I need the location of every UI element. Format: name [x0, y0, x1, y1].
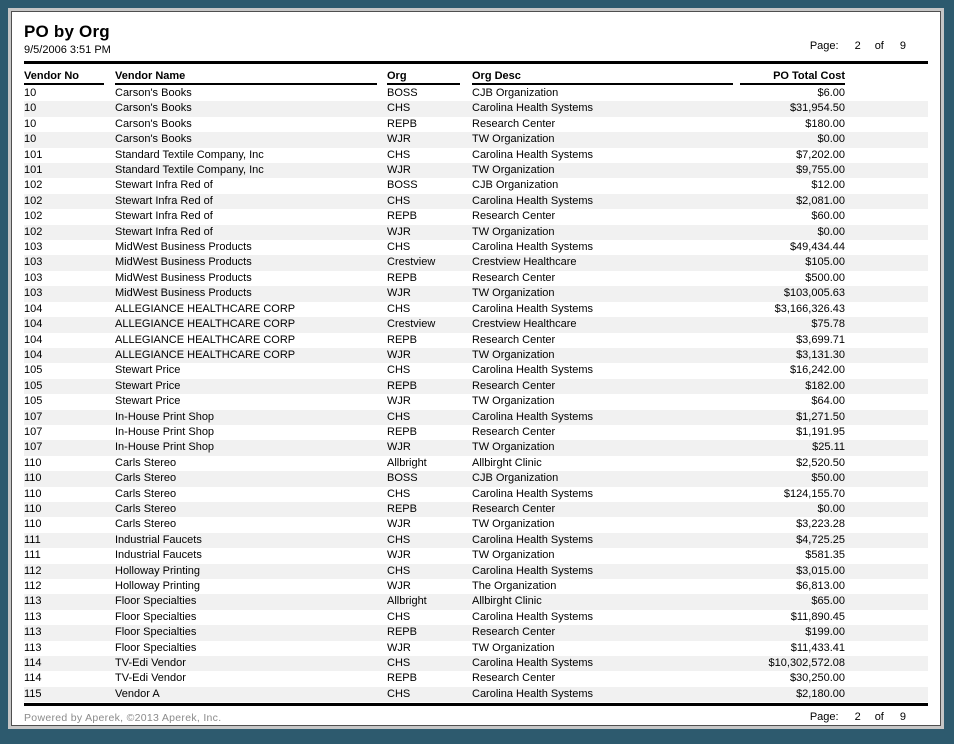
table-row	[24, 209, 928, 224]
cell-vendor-name: MidWest Business Products	[115, 256, 252, 269]
cell-vendor-no: 103	[24, 287, 43, 300]
cell-org: REPB	[387, 333, 417, 346]
cell-vendor-name: Carls Stereo	[115, 502, 177, 515]
page-indicator-top	[810, 40, 906, 52]
cell-po-total-cost: $30,250.00	[789, 672, 845, 685]
table-row	[24, 363, 928, 378]
cell-vendor-no: 113	[24, 626, 42, 639]
cell-vendor-name: Stewart Infra Red of	[115, 210, 213, 223]
table-row	[24, 671, 928, 686]
cell-vendor-no: 113	[24, 641, 42, 654]
cell-vendor-no: 101	[24, 148, 43, 161]
cell-vendor-name: Carson's Books	[115, 133, 192, 146]
table-row	[24, 487, 928, 502]
cell-vendor-no: 107	[24, 410, 43, 423]
cell-org: REPB	[387, 626, 417, 639]
cell-org-desc: Carolina Health Systems	[472, 302, 594, 315]
cell-org: WJR	[387, 164, 411, 177]
cell-vendor-no: 102	[24, 179, 43, 192]
cell-vendor-no: 105	[24, 364, 43, 377]
cell-org: CHS	[387, 657, 411, 670]
cell-po-total-cost: $0.00	[817, 502, 845, 515]
cell-org-desc: Research Center	[472, 210, 556, 223]
cell-org: CHS	[387, 410, 411, 423]
table-row	[24, 425, 928, 440]
cell-po-total-cost: $180.00	[805, 117, 845, 130]
cell-vendor-name: MidWest Business Products	[115, 287, 252, 300]
cell-po-total-cost: $0.00	[817, 225, 845, 238]
table-row	[24, 317, 928, 332]
cell-org: REPB	[387, 271, 417, 284]
cell-vendor-name: TV-Edi Vendor	[115, 672, 186, 685]
cell-vendor-name: Stewart Infra Red of	[115, 179, 213, 192]
cell-vendor-name: MidWest Business Products	[115, 271, 252, 284]
cell-po-total-cost: $2,520.50	[796, 456, 845, 469]
cell-org-desc: TW Organization	[472, 395, 555, 408]
cell-vendor-no: 107	[24, 425, 43, 438]
cell-po-total-cost: $75.78	[811, 318, 845, 331]
cell-vendor-no: 111	[24, 533, 41, 546]
cell-po-total-cost: $9,755.00	[796, 164, 845, 177]
cell-po-total-cost: $4,725.25	[796, 533, 845, 546]
cell-vendor-no: 115	[24, 687, 42, 700]
cell-vendor-name: Industrial Faucets	[115, 549, 202, 562]
cell-vendor-name: Holloway Printing	[115, 564, 200, 577]
cell-org: REPB	[387, 379, 417, 392]
cell-org-desc: Carolina Health Systems	[472, 657, 594, 670]
cell-vendor-no: 107	[24, 441, 43, 454]
cell-org-desc: TW Organization	[472, 441, 555, 454]
table-row	[24, 656, 928, 671]
cell-po-total-cost: $11,890.45	[790, 610, 845, 623]
cell-org: CHS	[387, 102, 411, 115]
cell-org-desc: Research Center	[472, 672, 556, 685]
cell-org: Allbright	[387, 595, 427, 608]
cell-vendor-name: Carson's Books	[115, 87, 192, 99]
cell-org-desc: Allbirght Clinic	[472, 595, 542, 608]
cell-org: WJR	[387, 518, 411, 531]
report-datetime: 9/5/2006 3:51 PM	[24, 44, 111, 56]
table-header-row	[24, 64, 928, 85]
cell-vendor-name: Floor Specialties	[115, 626, 197, 639]
cell-org: REPB	[387, 502, 417, 515]
cell-org-desc: The Organization	[472, 580, 557, 592]
cell-po-total-cost: $2,180.00	[796, 687, 845, 700]
column-header-po-total-cost: PO Total Cost	[740, 70, 845, 85]
page-title: PO by Org	[24, 22, 110, 41]
column-header-vendor-no: Vendor No	[24, 70, 115, 85]
cell-po-total-cost: $500.00	[805, 271, 845, 284]
cell-vendor-name: In-House Print Shop	[115, 425, 215, 438]
cell-po-total-cost: $182.00	[805, 379, 845, 392]
cell-org-desc: Carolina Health Systems	[472, 610, 594, 623]
cell-org-desc: TW Organization	[472, 518, 555, 531]
cell-org: CHS	[387, 610, 411, 623]
cell-org: WJR	[387, 580, 411, 592]
cell-vendor-name: ALLEGIANCE HEALTHCARE CORP	[115, 348, 296, 361]
cell-vendor-name: Stewart Price	[115, 395, 181, 408]
table-row	[24, 101, 928, 116]
footer-rule	[24, 703, 928, 706]
cell-vendor-no: 114	[24, 672, 42, 685]
cell-org: CHS	[387, 687, 411, 700]
cell-vendor-no: 10	[24, 87, 37, 99]
cell-org-desc: Carolina Health Systems	[472, 687, 594, 700]
cell-org: WJR	[387, 395, 411, 408]
cell-po-total-cost: $64.00	[811, 395, 845, 408]
cell-po-total-cost: $60.00	[811, 210, 845, 223]
table-row	[24, 410, 928, 425]
table-row	[24, 163, 928, 178]
table-row	[24, 641, 928, 656]
cell-org: WJR	[387, 287, 411, 300]
cell-vendor-no: 104	[24, 318, 43, 331]
cell-vendor-name: Carls Stereo	[115, 518, 177, 531]
table-row	[24, 394, 928, 409]
table-row	[24, 225, 928, 240]
cell-vendor-name: Stewart Price	[115, 364, 181, 377]
cell-po-total-cost: $3,699.71	[796, 333, 845, 346]
table-row	[24, 271, 928, 286]
cell-org: Crestview	[387, 318, 436, 331]
cell-org: WJR	[387, 549, 411, 562]
cell-vendor-name: Carls Stereo	[115, 472, 177, 485]
cell-vendor-no: 113	[24, 595, 42, 608]
report-page	[11, 11, 941, 726]
cell-org: CHS	[387, 533, 411, 546]
cell-org: BOSS	[387, 87, 418, 99]
cell-org: Allbright	[387, 456, 427, 469]
table-row	[24, 302, 928, 317]
cell-vendor-no: 10	[24, 117, 37, 130]
cell-vendor-no: 102	[24, 194, 43, 207]
cell-po-total-cost: $16,242.00	[789, 364, 845, 377]
cell-org-desc: Carolina Health Systems	[472, 410, 594, 423]
cell-po-total-cost: $124,155.70	[783, 487, 845, 500]
table-row	[24, 579, 928, 594]
cell-vendor-name: Carson's Books	[115, 117, 192, 130]
cell-vendor-name: Stewart Infra Red of	[115, 194, 213, 207]
cell-vendor-name: ALLEGIANCE HEALTHCARE CORP	[115, 318, 296, 331]
table-row	[24, 548, 928, 563]
cell-po-total-cost: $65.00	[811, 595, 845, 608]
cell-vendor-no: 112	[24, 580, 42, 592]
page-of-label: of	[874, 711, 884, 724]
cell-org-desc: Carolina Health Systems	[472, 533, 594, 546]
cell-org-desc: Carolina Health Systems	[472, 364, 594, 377]
cell-vendor-name: Standard Textile Company, Inc	[115, 164, 264, 177]
cell-po-total-cost: $1,271.50	[796, 410, 845, 423]
cell-org-desc: Research Center	[472, 117, 556, 130]
cell-po-total-cost: $0.00	[817, 133, 845, 146]
cell-org-desc: Research Center	[472, 271, 556, 284]
table-row	[24, 255, 928, 270]
cell-vendor-no: 114	[24, 657, 42, 670]
table-row	[24, 594, 928, 609]
cell-org-desc: Crestview Healthcare	[472, 256, 577, 269]
cell-org: WJR	[387, 641, 411, 654]
table-row	[24, 117, 928, 132]
cell-vendor-name: Stewart Price	[115, 379, 181, 392]
table-row	[24, 132, 928, 147]
cell-vendor-name: Standard Textile Company, Inc	[115, 148, 264, 161]
cell-vendor-name: TV-Edi Vendor	[115, 657, 186, 670]
cell-po-total-cost: $49,434.44	[789, 241, 845, 254]
cell-org: WJR	[387, 348, 411, 361]
cell-org-desc: Carolina Health Systems	[472, 102, 594, 115]
cell-po-total-cost: $50.00	[811, 472, 845, 485]
cell-org: WJR	[387, 441, 411, 454]
cell-org-desc: Carolina Health Systems	[472, 241, 594, 254]
cell-org-desc: TW Organization	[472, 348, 555, 361]
column-header-vendor-name: Vendor Name	[115, 70, 387, 85]
cell-vendor-no: 101	[24, 164, 43, 177]
cell-vendor-no: 113	[24, 610, 42, 623]
cell-org-desc: Carolina Health Systems	[472, 194, 594, 207]
cell-org-desc: Research Center	[472, 379, 556, 392]
cell-vendor-no: 104	[24, 302, 43, 315]
page-of-label: of	[874, 40, 884, 52]
table-row	[24, 610, 928, 625]
table-row	[24, 286, 928, 301]
cell-vendor-no: 102	[24, 210, 43, 223]
cell-org-desc: Crestview Healthcare	[472, 318, 577, 331]
cell-org-desc: Research Center	[472, 502, 556, 515]
cell-vendor-name: Stewart Infra Red of	[115, 225, 213, 238]
cell-po-total-cost: $10,302,572.08	[768, 657, 845, 670]
cell-po-total-cost: $581.35	[805, 549, 845, 562]
page-indicator-bottom	[810, 711, 906, 723]
cell-org-desc: Allbirght Clinic	[472, 456, 542, 469]
cell-po-total-cost: $31,954.50	[789, 102, 845, 115]
table-row	[24, 440, 928, 455]
cell-po-total-cost: $25.11	[812, 441, 845, 454]
cell-vendor-no: 111	[24, 549, 41, 562]
cell-vendor-name: Floor Specialties	[115, 595, 197, 608]
cell-vendor-no: 110	[24, 518, 42, 531]
cell-org-desc: CJB Organization	[472, 179, 559, 192]
cell-vendor-name: ALLEGIANCE HEALTHCARE CORP	[115, 302, 296, 315]
cell-po-total-cost: $1,191.95	[796, 425, 845, 438]
cell-po-total-cost: $105.00	[805, 256, 845, 269]
cell-org-desc: Carolina Health Systems	[472, 148, 594, 161]
cell-org: REPB	[387, 425, 417, 438]
cell-vendor-name: Carls Stereo	[115, 487, 177, 500]
cell-org: CHS	[387, 302, 411, 315]
cell-po-total-cost: $3,015.00	[796, 564, 845, 577]
cell-org: CHS	[387, 364, 411, 377]
page-current: 2	[854, 711, 861, 724]
cell-org: BOSS	[387, 472, 418, 485]
cell-org: REPB	[387, 210, 417, 223]
cell-org: CHS	[387, 194, 411, 207]
cell-vendor-no: 104	[24, 333, 43, 346]
table-row	[24, 456, 928, 471]
cell-org-desc: CJB Organization	[472, 472, 559, 485]
page-label: Page:	[809, 40, 839, 52]
cell-org: BOSS	[387, 179, 418, 192]
cell-vendor-no: 103	[24, 271, 43, 284]
cell-vendor-no: 110	[24, 502, 42, 515]
page-label: Page:	[809, 711, 839, 724]
table-row	[24, 517, 928, 532]
cell-vendor-name: ALLEGIANCE HEALTHCARE CORP	[115, 333, 296, 346]
cell-po-total-cost: $3,223.28	[796, 518, 845, 531]
column-header-org-desc: Org Desc	[472, 70, 740, 85]
cell-po-total-cost: $12.00	[811, 179, 845, 192]
cell-org-desc: Carolina Health Systems	[472, 564, 594, 577]
cell-vendor-name: MidWest Business Products	[115, 241, 252, 254]
cell-vendor-no: 10	[24, 133, 37, 146]
cell-vendor-no: 110	[24, 456, 42, 469]
cell-po-total-cost: $103,005.63	[783, 287, 845, 300]
cell-org-desc: Research Center	[472, 626, 556, 639]
cell-vendor-name: Industrial Faucets	[115, 533, 202, 546]
table-row	[24, 625, 928, 640]
cell-po-total-cost: $3,166,326.43	[774, 302, 845, 315]
cell-org: CHS	[387, 487, 411, 500]
cell-vendor-name: In-House Print Shop	[115, 441, 215, 454]
cell-vendor-name: Vendor A	[115, 687, 160, 700]
cell-vendor-name: Carson's Books	[115, 102, 192, 115]
table-row	[24, 194, 928, 209]
cell-org-desc: TW Organization	[472, 549, 555, 562]
cell-vendor-name: In-House Print Shop	[115, 410, 215, 423]
page-current: 2	[854, 40, 861, 52]
table-row	[24, 86, 928, 101]
cell-vendor-name: Carls Stereo	[115, 456, 177, 469]
cell-org: REPB	[387, 117, 417, 130]
cell-po-total-cost: $11,433.41	[790, 641, 845, 654]
table-row	[24, 148, 928, 163]
table-row	[24, 502, 928, 517]
table-row	[24, 564, 928, 579]
cell-po-total-cost: $7,202.00	[796, 148, 845, 161]
table-row	[24, 687, 928, 702]
cell-org-desc: TW Organization	[472, 225, 555, 238]
cell-org: CHS	[387, 564, 411, 577]
cell-org: CHS	[387, 148, 411, 161]
window-frame	[8, 8, 944, 729]
cell-org: WJR	[387, 133, 411, 146]
table-row	[24, 178, 928, 193]
report-footer	[24, 709, 932, 726]
table-row	[24, 240, 928, 255]
cell-org: CHS	[387, 241, 411, 254]
cell-po-total-cost: $2,081.00	[796, 194, 845, 207]
cell-vendor-no: 105	[24, 395, 43, 408]
cell-org: WJR	[387, 225, 411, 238]
table-body	[24, 86, 932, 702]
cell-po-total-cost: $6,813.00	[796, 580, 845, 592]
cell-vendor-no: 102	[24, 225, 43, 238]
table-row	[24, 379, 928, 394]
cell-org-desc: Carolina Health Systems	[472, 487, 594, 500]
table-row	[24, 348, 928, 363]
page-total: 9	[899, 711, 906, 724]
cell-org-desc: TW Organization	[472, 133, 555, 146]
powered-by-text: Powered by Aperek, ©2013 Aperek, Inc.	[24, 712, 222, 725]
table-row	[24, 471, 928, 486]
cell-vendor-no: 103	[24, 241, 43, 254]
cell-vendor-name: Floor Specialties	[115, 610, 197, 623]
cell-org-desc: TW Organization	[472, 287, 555, 300]
cell-org: Crestview	[387, 256, 436, 269]
cell-vendor-name: Holloway Printing	[115, 580, 200, 592]
cell-vendor-name: Floor Specialties	[115, 641, 197, 654]
cell-vendor-no: 104	[24, 348, 43, 361]
cell-org-desc: Research Center	[472, 333, 556, 346]
page-total: 9	[899, 40, 906, 52]
cell-vendor-no: 112	[24, 564, 42, 577]
cell-vendor-no: 110	[24, 472, 42, 485]
cell-org-desc: TW Organization	[472, 164, 555, 177]
cell-org-desc: TW Organization	[472, 641, 555, 654]
cell-po-total-cost: $6.00	[817, 87, 845, 99]
cell-org: REPB	[387, 672, 417, 685]
column-header-org: Org	[387, 70, 472, 85]
cell-vendor-no: 110	[24, 487, 42, 500]
cell-vendor-no: 10	[24, 102, 37, 115]
cell-org-desc: Research Center	[472, 425, 556, 438]
cell-vendor-no: 105	[24, 379, 43, 392]
cell-org-desc: CJB Organization	[472, 87, 559, 99]
cell-po-total-cost: $3,131.30	[796, 348, 845, 361]
table-row	[24, 333, 928, 348]
table-row	[24, 533, 928, 548]
cell-vendor-no: 103	[24, 256, 43, 269]
cell-po-total-cost: $199.00	[805, 626, 845, 639]
